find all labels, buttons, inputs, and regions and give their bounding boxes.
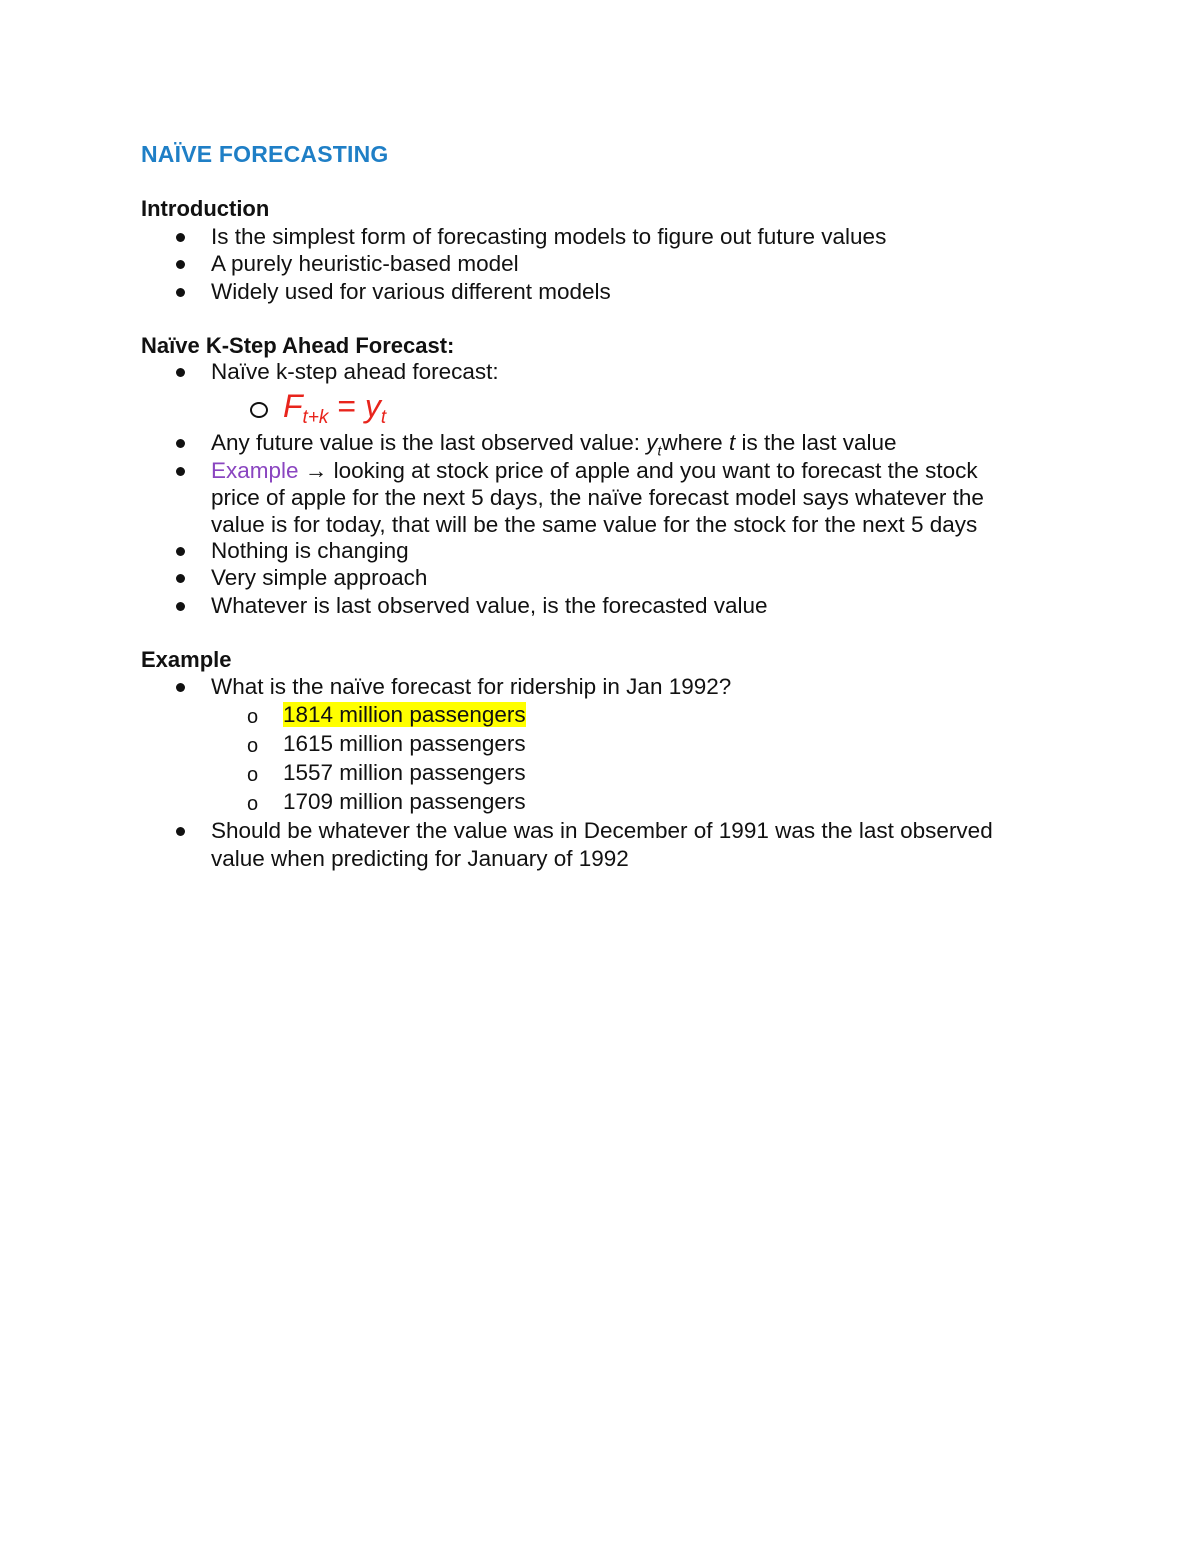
intro-heading: Introduction	[141, 196, 270, 221]
example-answer-line-2: value when predicting for January of 1992	[211, 846, 629, 871]
bullet-icon	[176, 827, 185, 836]
option-4: 1709 million passengers	[283, 789, 526, 814]
right-arrow-icon: →	[304, 458, 328, 483]
kstep-bullet-5: Very simple approach	[211, 565, 428, 590]
kstep-bullet-3-line-2: price of apple for the next 5 days, the naïve forecast model says whatever the	[211, 485, 984, 510]
sub-bullet-circle-icon: o	[247, 764, 259, 786]
forecast-formula: $F_{t+k} = y_t$	[283, 388, 387, 428]
bullet-icon	[176, 574, 185, 583]
bullet-icon	[176, 602, 185, 611]
option-3: 1557 million passengers	[283, 760, 526, 785]
sub-bullet-circle-icon: o	[247, 793, 259, 815]
bullet-icon	[176, 439, 185, 448]
intro-bullet-3: Widely used for various different models	[211, 279, 611, 304]
intro-bullet-2: A purely heuristic-based model	[211, 251, 519, 276]
kstep-bullet-1: Naïve k-step ahead forecast:	[211, 359, 499, 384]
sub-bullet-circle-icon	[250, 402, 268, 418]
bullet-icon	[176, 288, 185, 297]
kstep-bullet-6: Whatever is last observed value, is the forecasted value	[211, 593, 768, 618]
bullet-icon	[176, 233, 185, 242]
kstep-bullet-3-line-3: value is for today, that will be the same value for the stock for the next 5 days	[211, 512, 978, 537]
kstep-bullet-3-line-1: Example → looking at stock price of apple and you want to forecast the stock	[211, 458, 978, 483]
kstep-bullet-4: Nothing is changing	[211, 538, 409, 563]
kstep-bullet-2: Any future value is the last observed value: $y_twhere$ t is the last value	[211, 430, 897, 459]
page-title: NAÏVE FORECASTING	[141, 141, 389, 167]
kstep-heading: Naïve K-Step Ahead Forecast:	[141, 333, 455, 358]
example-question: What is the naïve forecast for ridership in Jan 1992?	[211, 674, 732, 699]
bullet-icon	[176, 368, 185, 377]
example-answer-line-1: Should be whatever the value was in December of 1991 was the last observed	[211, 818, 993, 843]
option-1	[283, 701, 526, 728]
bullet-icon	[176, 467, 185, 476]
example-label: Example	[211, 458, 299, 483]
bullet-icon	[176, 683, 185, 692]
example-heading: Example	[141, 647, 232, 672]
sub-bullet-circle-icon: o	[247, 706, 259, 728]
highlighted-answer: 1814 million passengers	[283, 702, 526, 727]
option-2: 1615 million passengers	[283, 731, 526, 756]
bullet-icon	[176, 547, 185, 556]
sub-bullet-circle-icon: o	[247, 735, 259, 757]
intro-bullet-1: Is the simplest form of forecasting models to figure out future values	[211, 224, 887, 249]
bullet-icon	[176, 260, 185, 269]
